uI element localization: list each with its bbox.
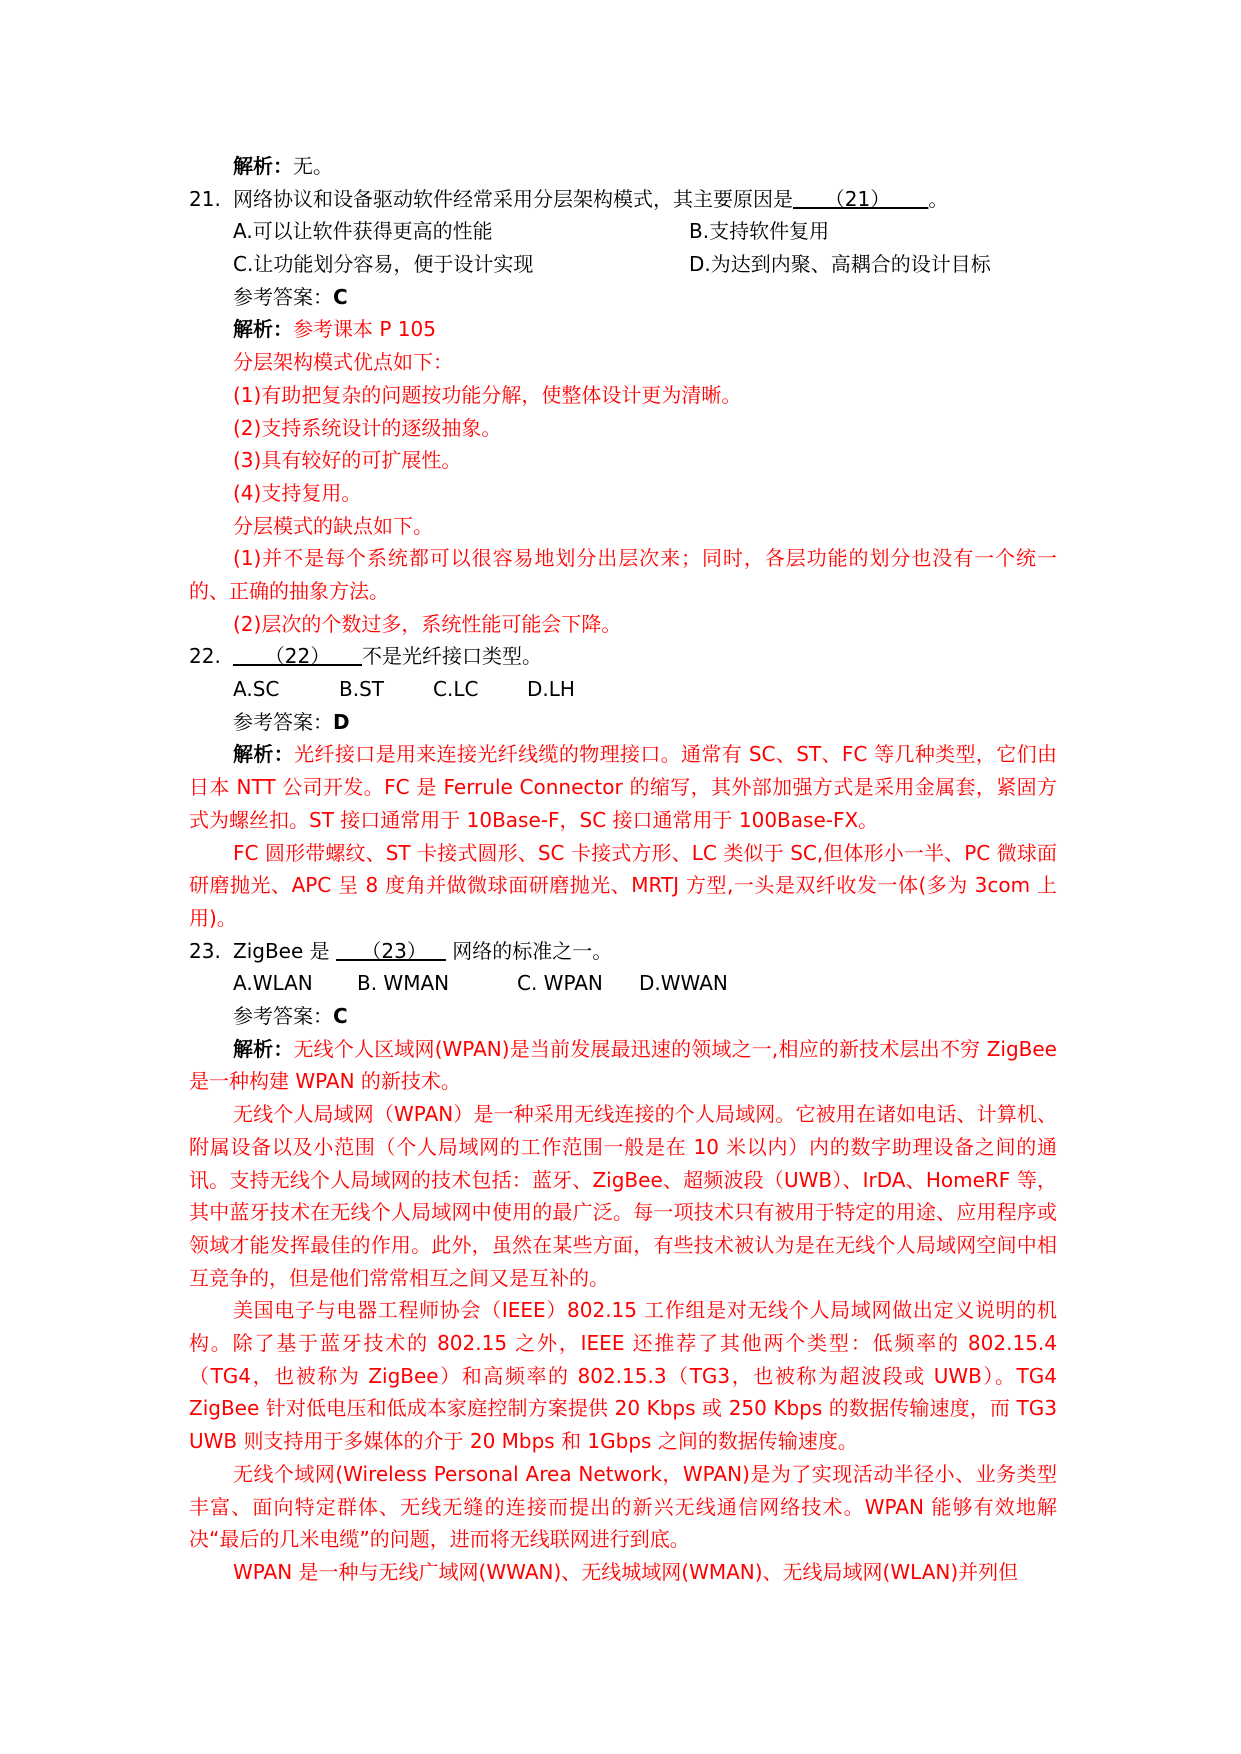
option-a: A.WLAN — [233, 971, 313, 996]
option-b: B.支持软件复用 — [689, 219, 830, 244]
analysis-label: 解析： — [233, 317, 293, 342]
question-text: ZigBee 是 — [233, 938, 336, 963]
analysis-line: (4)支持复用。 — [233, 480, 362, 505]
question-23-stem — [189, 935, 1057, 968]
question-number: 23. — [189, 938, 221, 963]
question-21-options-row-1 — [189, 215, 1057, 248]
question-21-answer — [189, 281, 1057, 314]
answer-blank: （23） — [336, 938, 446, 963]
analysis-text: 无。 — [293, 154, 333, 178]
analysis-paragraph: (1)并不是每个系统都可以很容易地划分出层次来；同时，各层功能的划分也没有一个统一的、正确的抽象方法。 — [189, 546, 1057, 603]
analysis-paragraph: 无线个域网(Wireless Personal Area Network，WPAN)是为了实现活动半径小、业务类型丰富、面向特定群体、无线无缝的连接而提出的新兴无线通信网络技术。WPAN 能够有效地解决“最后的几米电缆”的问题，进而将无线联网进行到底。 — [189, 1461, 1057, 1552]
analysis-line: 分层架构模式优点如下： — [233, 350, 453, 375]
question-23-analysis — [189, 1033, 1057, 1098]
question-text-end: 。 — [928, 186, 949, 211]
answer-value: C — [333, 284, 348, 309]
answer-label: 参考答案： — [233, 1004, 333, 1028]
analysis-line: 分层模式的缺点如下。 — [233, 513, 433, 538]
question-text: 网络协议和设备驱动软件经常采用分层架构模式，其主要原因是 — [233, 186, 793, 211]
analysis-label: 解析： — [233, 154, 293, 178]
question-22-stem — [189, 640, 1057, 673]
option-b: B.ST — [339, 677, 384, 702]
option-d: D.为达到内聚、高耦合的设计目标 — [689, 252, 991, 277]
question-21-analysis — [189, 313, 1057, 346]
question-22-options — [189, 673, 1057, 706]
analysis-text: 无线个人区域网(WPAN)是当前发展最迅速的领域之一,相应的新技术层出不穷 ZigBee 是一种构建 WPAN 的新技术。 — [189, 1036, 1057, 1094]
answer-label: 参考答案： — [233, 709, 333, 734]
prev-analysis — [189, 150, 1057, 183]
analysis-paragraph: WPAN 是一种与无线广域网(WWAN)、无线城域网(WMAN)、无线局域网(WLAN)并列但 — [233, 1559, 1019, 1584]
analysis-line: (3)具有较好的可扩展性。 — [233, 448, 462, 473]
analysis-paragraph: FC 圆形带螺纹、ST 卡接式圆形、SC 卡接式方形、LC 类似于 SC,但体形小一半、PC 微球面研磨抛光、APC 呈 8 度角并做微球面研磨抛光、MRTJ 方型,一头是双纤收发一体(多为 3com 上用)。 — [189, 840, 1057, 930]
page-content — [189, 150, 1057, 1589]
analysis-text: 参考课本 P 105 — [293, 317, 436, 342]
option-b: B. WMAN — [357, 971, 450, 996]
option-d: D.LH — [527, 677, 575, 702]
question-text-end: 网络的标准之一。 — [445, 938, 613, 963]
option-c: C. WPAN — [517, 971, 603, 996]
question-text: 不是光纤接口类型。 — [362, 644, 543, 669]
option-d: D.WWAN — [639, 971, 728, 996]
analysis-line: (1)有助把复杂的问题按功能分解，使整体设计更为清晰。 — [233, 382, 742, 407]
option-c: C.让功能划分容易，便于设计实现 — [233, 252, 534, 277]
answer-blank: （21） — [793, 186, 929, 211]
question-21-options-row-2 — [189, 248, 1057, 281]
analysis-line: (2)层次的个数过多，系统性能可能会下降。 — [233, 611, 622, 636]
analysis-text: 光纤接口是用来连接光纤线缆的物理接口。通常有 SC、ST、FC 等几种类型，它们由日本 NTT 公司开发。FC 是 Ferrule Connector 的缩写，其外部加强方式是采用金属套，紧固方式为螺丝扣。ST 接口通常用于 10Base-F，SC 接口通常用于 100Base-FX。 — [189, 742, 1058, 832]
question-21-stem — [189, 183, 1057, 216]
answer-value: D — [333, 709, 350, 734]
analysis-label: 解析： — [233, 742, 295, 767]
option-a: A.SC — [233, 677, 280, 702]
question-23-answer — [189, 1000, 1057, 1033]
analysis-label: 解析： — [233, 1036, 294, 1061]
answer-blank: （22） — [233, 644, 363, 669]
question-22-analysis — [189, 738, 1057, 836]
analysis-line: (2)支持系统设计的逐级抽象。 — [233, 415, 502, 440]
answer-value: C — [333, 1004, 348, 1028]
question-number: 22. — [189, 644, 221, 669]
answer-label: 参考答案： — [233, 284, 333, 309]
question-23-options — [189, 967, 1057, 1000]
analysis-paragraph: 美国电子与电器工程师协会（IEEE）802.15 工作组是对无线个人局域网做出定义说明的机构。除了基于蓝牙技术的 802.15 之外，IEEE 还推荐了其他两个类型：低频率的 802.15.4（TG4，也被称为 ZigBee）和高频率的 802.15.3（TG3，也被称为超波段或 UWB）。TG4 ZigBee 针对低电压和低成本家庭控制方案提供 20 Kbps 或 250 Kbps 的数据传输速度，而 TG3 UWB 则支持用于多媒体的介于 20 Mbps 和 1Gbps 之间的数据传输速度。 — [189, 1298, 1057, 1454]
question-22-answer — [189, 706, 1057, 739]
option-c: C.LC — [433, 677, 479, 702]
analysis-paragraph: 无线个人局域网（WPAN）是一种采用无线连接的个人局域网。它被用在诸如电话、计算机、附属设备以及小范围（个人局域网的工作范围一般是在 10 米以内）内的数字助理设备之间的通讯。支持无线个人局域网的技术包括：蓝牙、ZigBee、超频波段（UWB）、IrDA、HomeRF 等，其中蓝牙技术在无线个人局域网中使用的最广泛。每一项技术只有被用于特定的用途、应用程序或领域才能发挥最佳的作用。此外，虽然在某些方面，有些技术被认为是在无线个人局域网空间中相互竞争的，但是他们常常相互之间又是互补的。 — [189, 1102, 1057, 1290]
question-number: 21. — [189, 186, 221, 211]
option-a: A.可以让软件获得更高的性能 — [233, 219, 493, 244]
